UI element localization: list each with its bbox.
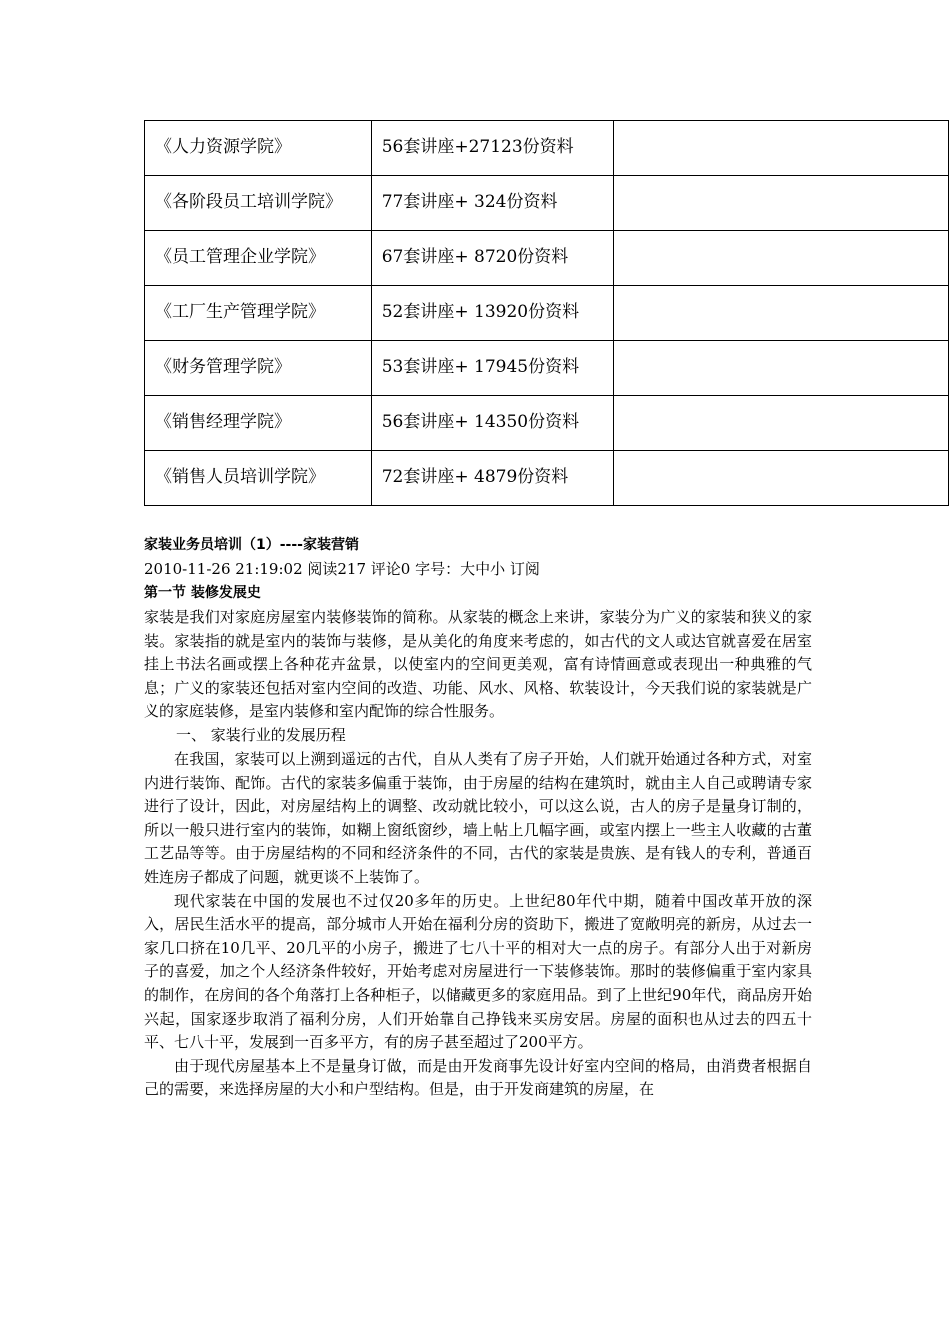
table-row xyxy=(145,286,949,341)
body-paragraph: 由于现代房屋基本上不是量身订做，而是由开发商事先设计好室内空间的格局，由消费者根据自己的需要，来选择房屋的大小和户型结构。但是，由于开发商建筑的房屋，在 xyxy=(144,1056,812,1099)
course-content-cell: 56套讲座+ 14350份资料 xyxy=(371,396,614,451)
course-content-cell: 77套讲座+ 324份资料 xyxy=(371,176,614,231)
course-content-cell: 53套讲座+ 17945份资料 xyxy=(371,341,614,396)
subsection-heading: 一、 家装行业的发展历程 xyxy=(176,725,346,744)
body-paragraph: 在我国，家装可以上溯到遥远的古代，自从人类有了房子开始，人们就开始通过各种方式，对室内进行装饰、配饰。古代的家装多偏重于装饰，由于房屋的结构在建筑时，就由主人自己或聘请专家进行了设计，因此，对房屋结构上的调整、改动就比较小，可以这么说，古人的房子是量身订制的，所以一般只进行室内的装饰，如糊上窗纸窗纱，墙上帖上几幅字画，或室内摆上一些主人收藏的古董工艺品等等。由于房屋结构的不同和经济条件的不同，古代的家装是贵族、是有钱人的专利，普通百姓连房子都成了问题，就更谈不上装饰了。 xyxy=(144,749,812,886)
course-name-cell: 《员工管理企业学院》 xyxy=(145,231,372,286)
course-name-cell: 《各阶段员工培训学院》 xyxy=(145,176,372,231)
course-content-cell: 67套讲座+ 8720份资料 xyxy=(371,231,614,286)
table-row xyxy=(145,176,949,231)
table-row xyxy=(145,451,949,506)
table-row xyxy=(145,396,949,451)
article-meta: 2010-11-26 21:19:02 阅读217 评论0 字号：大中小 订阅 xyxy=(144,560,540,578)
intro-paragraph: 家装是我们对家庭房屋室内装修装饰的简称。从家装的概念上来讲，家装分为广义的家装和狭义的家装。家装指的就是室内的装饰与装修，是从美化的角度来考虑的，如古代的文人或达官就喜爱在居室挂上书法名画或摆上各种花卉盆景，以使室内的空间更美观，富有诗情画意或表现出一种典雅的气息；广义的家装还包括对室内空间的改造、功能、风水、风格、软装设计，今天我们说的家装就是广义的家庭装修，是室内装修和室内配饰的综合性服务。 xyxy=(144,608,812,721)
course-content-cell: 56套讲座+27123份资料 xyxy=(371,121,614,176)
table-row xyxy=(145,231,949,286)
course-extra-cell xyxy=(614,231,949,286)
course-name-cell: 《销售经理学院》 xyxy=(145,396,372,451)
table-row xyxy=(145,121,949,176)
course-name-cell: 《财务管理学院》 xyxy=(145,341,372,396)
table-row xyxy=(145,341,949,396)
course-content-cell: 52套讲座+ 13920份资料 xyxy=(371,286,614,341)
course-extra-cell xyxy=(614,176,949,231)
course-content-cell: 72套讲座+ 4879份资料 xyxy=(371,451,614,506)
course-extra-cell xyxy=(614,121,949,176)
article xyxy=(144,534,812,1102)
course-extra-cell xyxy=(614,396,949,451)
course-name-cell: 《人力资源学院》 xyxy=(145,121,372,176)
course-extra-cell xyxy=(614,341,949,396)
course-name-cell: 《工厂生产管理学院》 xyxy=(145,286,372,341)
course-table xyxy=(144,120,949,506)
course-extra-cell xyxy=(614,286,949,341)
course-extra-cell xyxy=(614,451,949,506)
body-paragraph: 现代家装在中国的发展也不过仅20多年的历史。上世纪80年代中期，随着中国改革开放的深入，居民生活水平的提高，部分城市人开始在福利分房的资助下，搬进了宽敞明亮的新房，从过去一家几口挤在10几平、20几平的小房子，搬进了七八十平的相对大一点的房子。有部分人出于对新房子的喜爱，加之个人经济条件较好，开始考虑对房屋进行一下装修装饰。那时的装修偏重于室内家具的制作，在房间的各个角落打上各种柜子，以储藏更多的家庭用品。到了上世纪90年代，商品房开始兴起，国家逐步取消了福利分房，人们开始靠自己挣钱来买房安居。房屋的面积也从过去的四五十平、七八十平，发展到一百多平方，有的房子甚至超过了200平方。 xyxy=(144,891,812,1052)
article-title: 家装业务员培训（1）----家装营销 xyxy=(144,537,359,553)
course-name-cell: 《销售人员培训学院》 xyxy=(145,451,372,506)
section-heading: 第一节 装修发展史 xyxy=(144,585,261,601)
